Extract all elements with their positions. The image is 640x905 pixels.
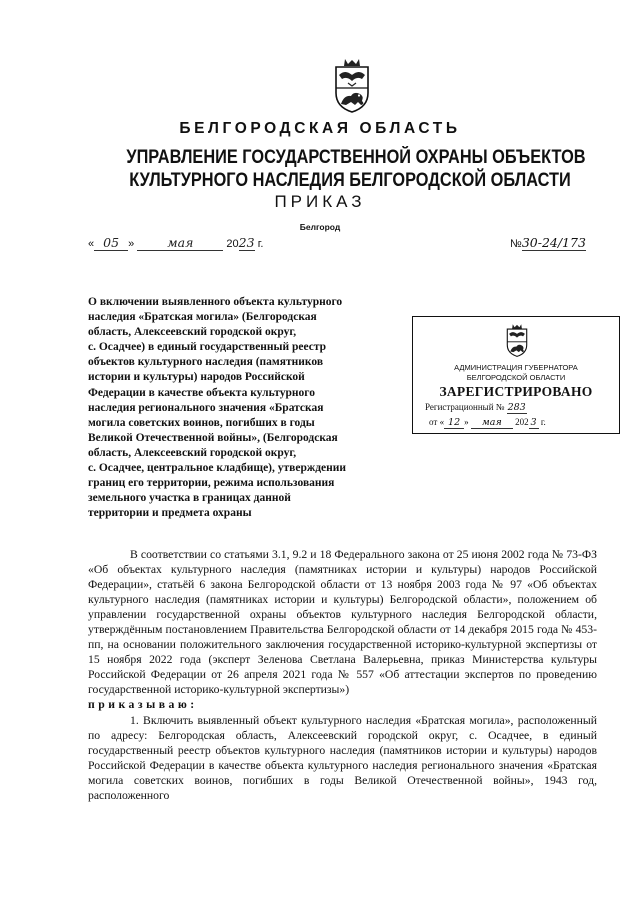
- order-subject: [88, 295, 403, 521]
- date-year-unit: г.: [257, 238, 264, 250]
- number-value: 30-24/173: [521, 235, 586, 250]
- subject-line: истории и культуры) народов Российской: [88, 371, 305, 384]
- number-label: №: [510, 238, 522, 250]
- subject-line: Великой Отечественной войны», (Белгородская: [88, 431, 338, 444]
- subject-line: наследия регионального значения «Братская: [88, 401, 324, 414]
- date-close-quote: »: [128, 238, 135, 250]
- stamp-title: ЗАРЕГИСТРИРОВАНО: [439, 384, 593, 399]
- stamp-authority-line1: АДМИНИСТРАЦИЯ ГУБЕРНАТОРА: [454, 363, 578, 372]
- subject-line: с. Осадчее) в единый государственный реестр: [88, 341, 327, 354]
- stamp-registration-number: [425, 402, 527, 414]
- date-year-suffix: 23: [238, 235, 255, 250]
- coat-of-arms-icon: [331, 57, 373, 113]
- agency-title-line1: УПРАВЛЕНИЕ ГОСУДАРСТВЕННОЙ ОХРАНЫ ОБЪЕКТОВ: [126, 147, 586, 168]
- date-year-prefix: 20: [226, 238, 239, 250]
- stamp-date-prefix: от «: [429, 417, 445, 427]
- subject-line: с. Осадчее, центральное кладбище), утверждении: [88, 462, 346, 475]
- city-name: Белгород: [299, 222, 341, 232]
- subject-line: область, Алексеевский городской округ,: [88, 326, 297, 339]
- subject-line: могила советских воинов, погибших в годы: [88, 416, 315, 429]
- order-number: [510, 236, 586, 251]
- preamble-paragraph: В соответствии со статьями 3.1, 9.2 и 18 Федерального закона от 25 июня 2002 года № 73-ФЗ «Об объектах культурного наследия (памятниках истории и культуры) народов Российской Федерации», статьёй 6 закона Белгородской области от 13 ноября 2003 года № 97 «Об объектах культурного наследия (памятниках истории и культуры) Белгородской области», положением об управлении государственной охраны объектов культурного наследия Белгородской области, утверждённым постановлением Правительства Белгородской области от 14 декабря 2015 года № 453-пп, на основании положительного заключения государственной историко-культурной экспертизы от 15 ноября 2022 года (эксперт Зеленова Светлана Валерьевна, приказ Министерства культуры Российской Федерации от 26 апреля 2021 года № 557 «Об аттестации экспертов по проведению государственной историко-культурной экспертизы»): [88, 548, 597, 697]
- subject-line: объектов культурного наследия (памятников: [88, 356, 324, 369]
- order-item-1: 1. Включить выявленный объект культурного наследия «Братская могила», расположенный по адресу: Белгородская область, Алексеевский городской округ, с. Осадчее, в единый государственный реестр объектов культурного наследия (памятников истории и культуры) народов Российской Федерации в качестве объекта культурного наследия регионального значения «Братская могила советских воинов, погибших в годы Великой Отечественной войны», 1943 год, расположенного: [88, 713, 597, 802]
- subject-line: территории и предмета охраны: [88, 507, 252, 520]
- date-open-quote: «: [88, 238, 95, 250]
- stamp-authority: [413, 363, 619, 382]
- order-body: [88, 547, 597, 803]
- stamp-date-year-suffix: 3: [530, 417, 537, 428]
- agency-title: [126, 146, 586, 192]
- coat-of-arms-icon: [504, 323, 530, 357]
- region-name: БЕЛГОРОДСКАЯ ОБЛАСТЬ: [179, 120, 461, 137]
- agency-title-line2: КУЛЬТУРНОГО НАСЛЕДИЯ БЕЛГОРОДСКОЙ ОБЛАСТИ: [129, 170, 571, 191]
- stamp-date-suffix: г.: [540, 417, 546, 427]
- date-day: 05: [94, 236, 128, 251]
- subject-line: границ его территории, режима использования: [88, 477, 335, 490]
- subject-line: Федерации в качестве объекта культурного: [88, 386, 315, 399]
- subject-line: О включении выявленного объекта культурного: [88, 296, 343, 308]
- document-type: ПРИКАЗ: [274, 192, 366, 211]
- subject-line: наследия «Братская могила» (Белгородская: [88, 311, 317, 324]
- subject-line: область, Алексеевский городской округ,: [88, 446, 297, 459]
- order-directive: приказываю:: [88, 698, 198, 712]
- stamp-date-year-prefix: 202: [515, 417, 529, 427]
- date-month: мая: [137, 236, 223, 251]
- registration-stamp: [412, 316, 620, 434]
- stamp-authority-line2: БЕЛГОРОДСКОЙ ОБЛАСТИ: [466, 372, 566, 382]
- stamp-date-mid: »: [464, 417, 469, 427]
- stamp-reg-label: Регистрационный №: [425, 402, 505, 412]
- stamp-reg-number: 283: [507, 402, 526, 413]
- stamp-date-day: 12: [444, 417, 464, 429]
- stamp-registration-date: [429, 417, 546, 429]
- order-date: [88, 236, 263, 251]
- subject-line: земельного участка в границах данной: [88, 492, 291, 505]
- stamp-date-month: мая: [471, 417, 513, 429]
